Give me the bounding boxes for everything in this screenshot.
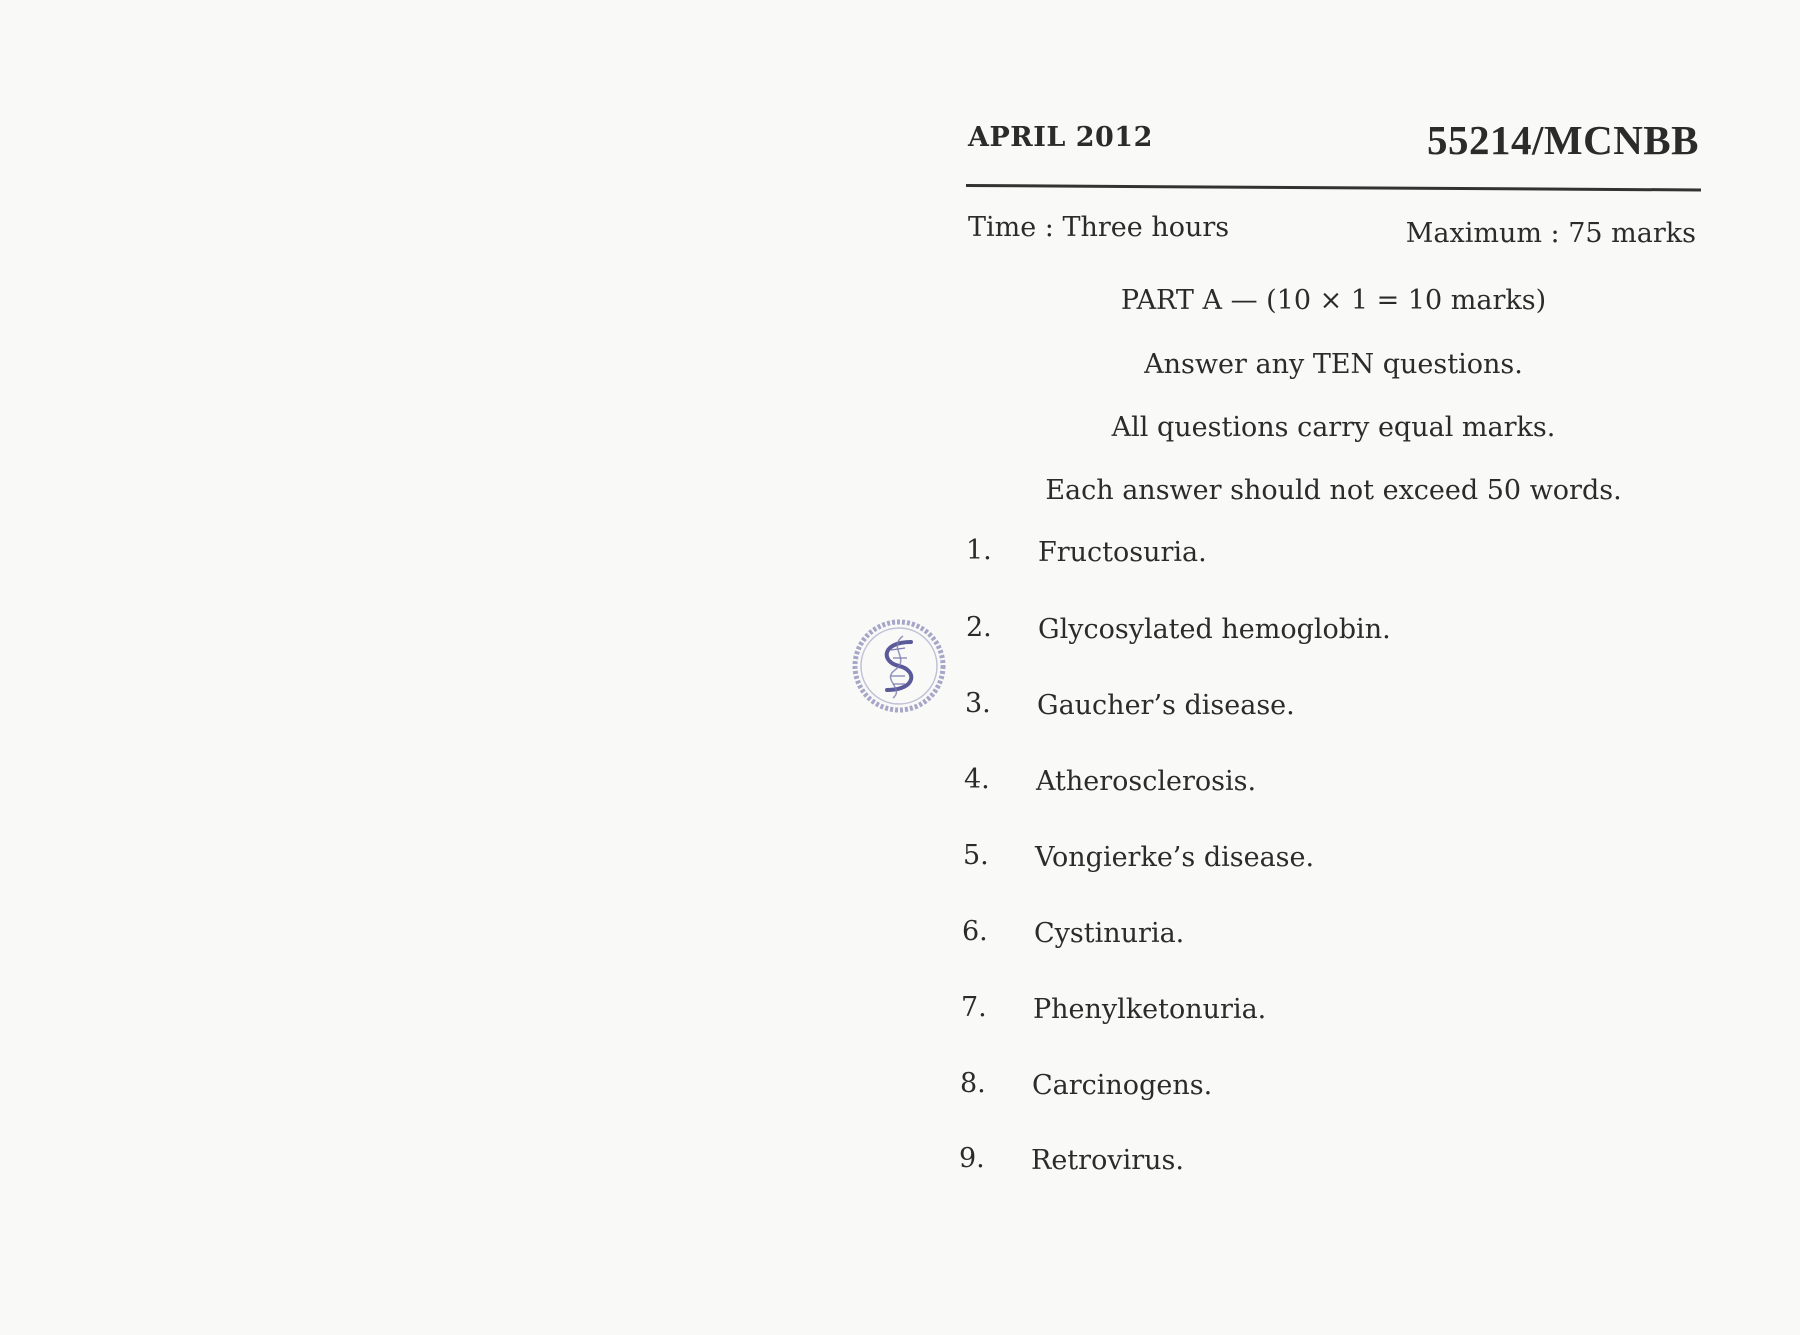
header-divider (966, 184, 1701, 191)
question-text: Glycosylated hemoglobin. (1038, 614, 1391, 645)
instruction-line: Each answer should not exceed 50 words. (1045, 475, 1622, 506)
instruction-line: Answer any TEN questions. (1144, 349, 1523, 380)
question-text: Gaucher’s disease. (1037, 690, 1295, 721)
question-number: 8. (960, 1068, 986, 1099)
question-number: 5. (963, 840, 989, 871)
question-text: Fructosuria. (1038, 537, 1207, 568)
dna-seal-icon (851, 618, 947, 714)
question-number: 4. (964, 764, 990, 795)
part-title: PART A — (10 × 1 = 10 marks) (1120, 285, 1547, 316)
question-number: 3. (965, 688, 991, 719)
question-number: 6. (962, 916, 988, 947)
question-number: 1. (966, 535, 992, 566)
question-text: Retrovirus. (1031, 1145, 1184, 1176)
question-text: Cystinuria. (1034, 918, 1185, 949)
question-text: Phenylketonuria. (1033, 994, 1267, 1025)
paper-code: 55214/MCNBB (1427, 117, 1699, 163)
question-text: Atherosclerosis. (1036, 766, 1257, 797)
question-number: 9. (959, 1143, 985, 1174)
exam-date: APRIL 2012 (968, 122, 1153, 153)
question-text: Vongierke’s disease. (1035, 842, 1315, 873)
question-text: Carcinogens. (1032, 1070, 1213, 1101)
instruction-line: All questions carry equal marks. (1111, 412, 1556, 443)
exam-duration: Time : Three hours (968, 212, 1230, 243)
question-number: 7. (961, 992, 987, 1023)
question-number: 2. (966, 612, 992, 643)
maximum-marks: Maximum : 75 marks (1405, 218, 1696, 249)
